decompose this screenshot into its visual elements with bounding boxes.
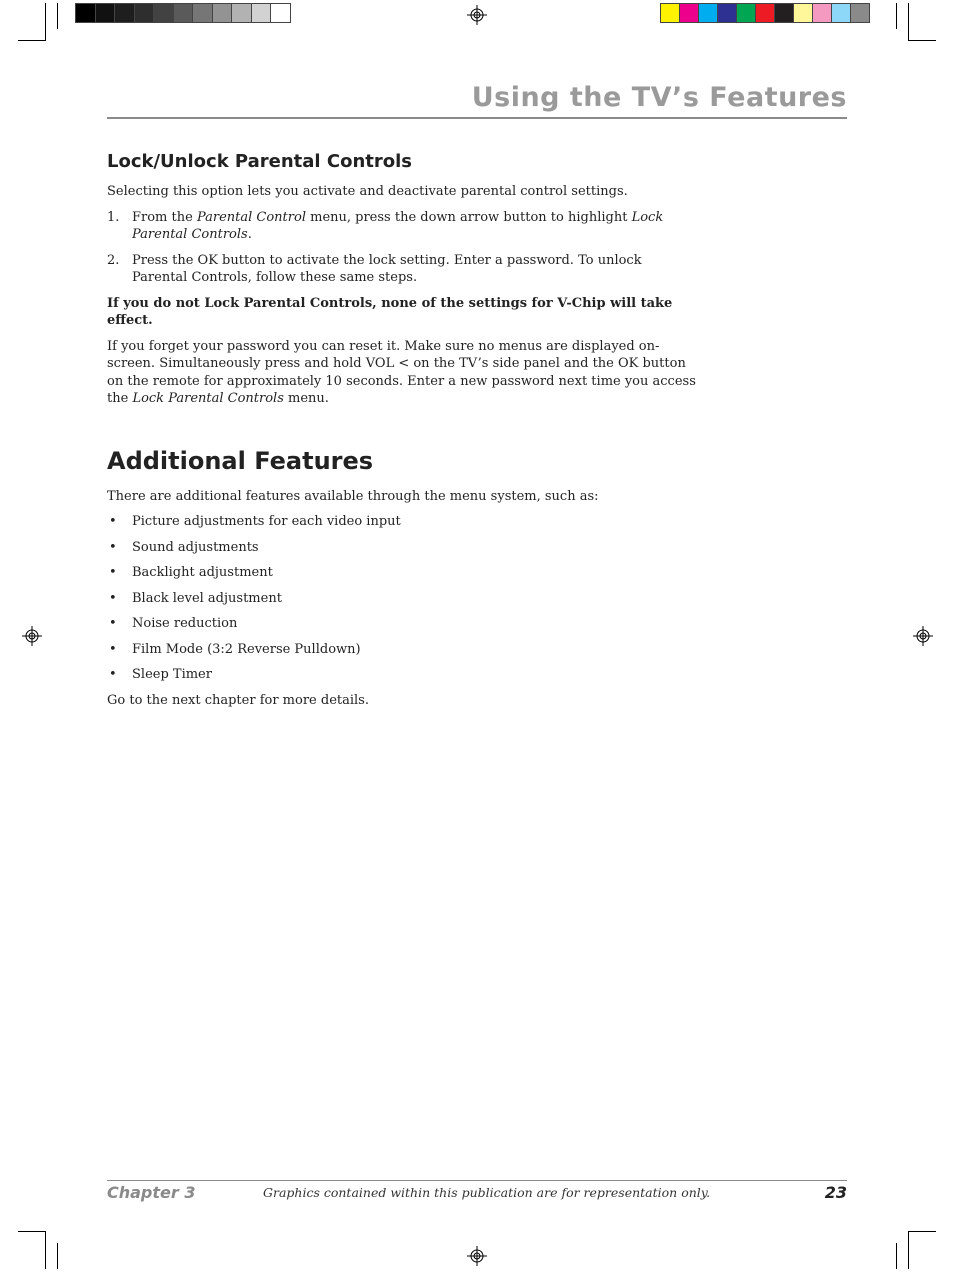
color-swatch [680,4,699,22]
page-header-title: Using the TV’s Features [471,82,847,113]
list-item: • Sound adjustments [107,539,697,557]
additional-features-heading: Additional Features [107,446,374,475]
lock-section-heading: Lock/Unlock Parental Controls [107,151,412,172]
color-swatch [699,4,718,22]
footer-disclaimer: Graphics contained within this publication are for representation only. [263,1185,711,1200]
color-swatch [775,4,794,22]
color-swatch [271,4,290,22]
list-item: • Picture adjustments for each video input [107,513,697,531]
main-content [107,150,697,717]
color-swatch [851,4,869,22]
list-item: • Sleep Timer [107,666,697,684]
password-reset-paragraph [107,338,697,408]
color-swatch [76,4,96,22]
color-swatch [232,4,252,22]
menu-name-emphasis: Parental Control [196,209,306,225]
color-swatch [193,4,213,22]
step-text: From the [132,209,197,225]
color-swatch [252,4,272,22]
color-swatch [115,4,135,22]
list-item: • Black level adjustment [107,590,697,608]
list-item [107,252,697,287]
features-outro: Go to the next chapter for more details. [107,692,369,708]
v-chip-warning: If you do not Lock Parental Controls, none of the settings for V-Chip will take effect. [107,295,673,328]
list-item: • Film Mode (3:2 Reverse Pulldown) [107,641,697,659]
color-swatch [794,4,813,22]
color-swatch [135,4,155,22]
color-swatch [756,4,775,22]
paragraph-text: If you forget your password you can reset it. Make sure no menus are displayed on-screen. Simultaneously press and hold VOL < on the TV’s side panel and the OK button on the remote for approximately 10 seconds. Enter a new password next time you access the [107,338,696,406]
color-swatch [174,4,194,22]
page-number: 23 [824,1183,847,1202]
paragraph-text: menu. [283,391,329,406]
registration-target-icon [467,1246,487,1266]
footer-chapter-label: Chapter 3 [107,1183,196,1202]
features-bullet-list [107,513,697,684]
step-number: 2. [107,252,120,268]
header-divider [107,117,847,119]
list-item: • Backlight adjustment [107,564,697,582]
color-swatch [832,4,851,22]
list-item: • Noise reduction [107,615,697,633]
color-swatch [813,4,832,22]
step-text: . [247,227,252,242]
color-swatch [213,4,233,22]
footer-divider [107,1180,847,1181]
lock-steps-list [107,209,697,287]
step-text: Press the OK button to activate the lock setting. Enter a password. To unlock Parental Controls, follow these same steps. [132,252,642,285]
color-calibration-bar [660,3,870,23]
color-swatch [737,4,756,22]
features-intro: There are additional features available through the menu system, such as: [107,488,599,504]
step-text: menu, press the down arrow button to highlight [305,209,632,225]
list-item [107,209,697,244]
menu-item-emphasis: Lock Parental Controls [132,209,664,242]
registration-target-icon [467,5,487,25]
color-swatch [96,4,116,22]
step-number: 1. [107,209,120,225]
menu-item-emphasis: Lock Parental Controls [132,391,284,406]
registration-target-icon [22,626,42,646]
color-swatch [718,4,737,22]
color-swatch [661,4,680,22]
color-swatch [154,4,174,22]
registration-target-icon [913,626,933,646]
grayscale-calibration-bar [75,3,291,23]
lock-section-intro: Selecting this option lets you activate and deactivate parental control settings. [107,184,628,199]
